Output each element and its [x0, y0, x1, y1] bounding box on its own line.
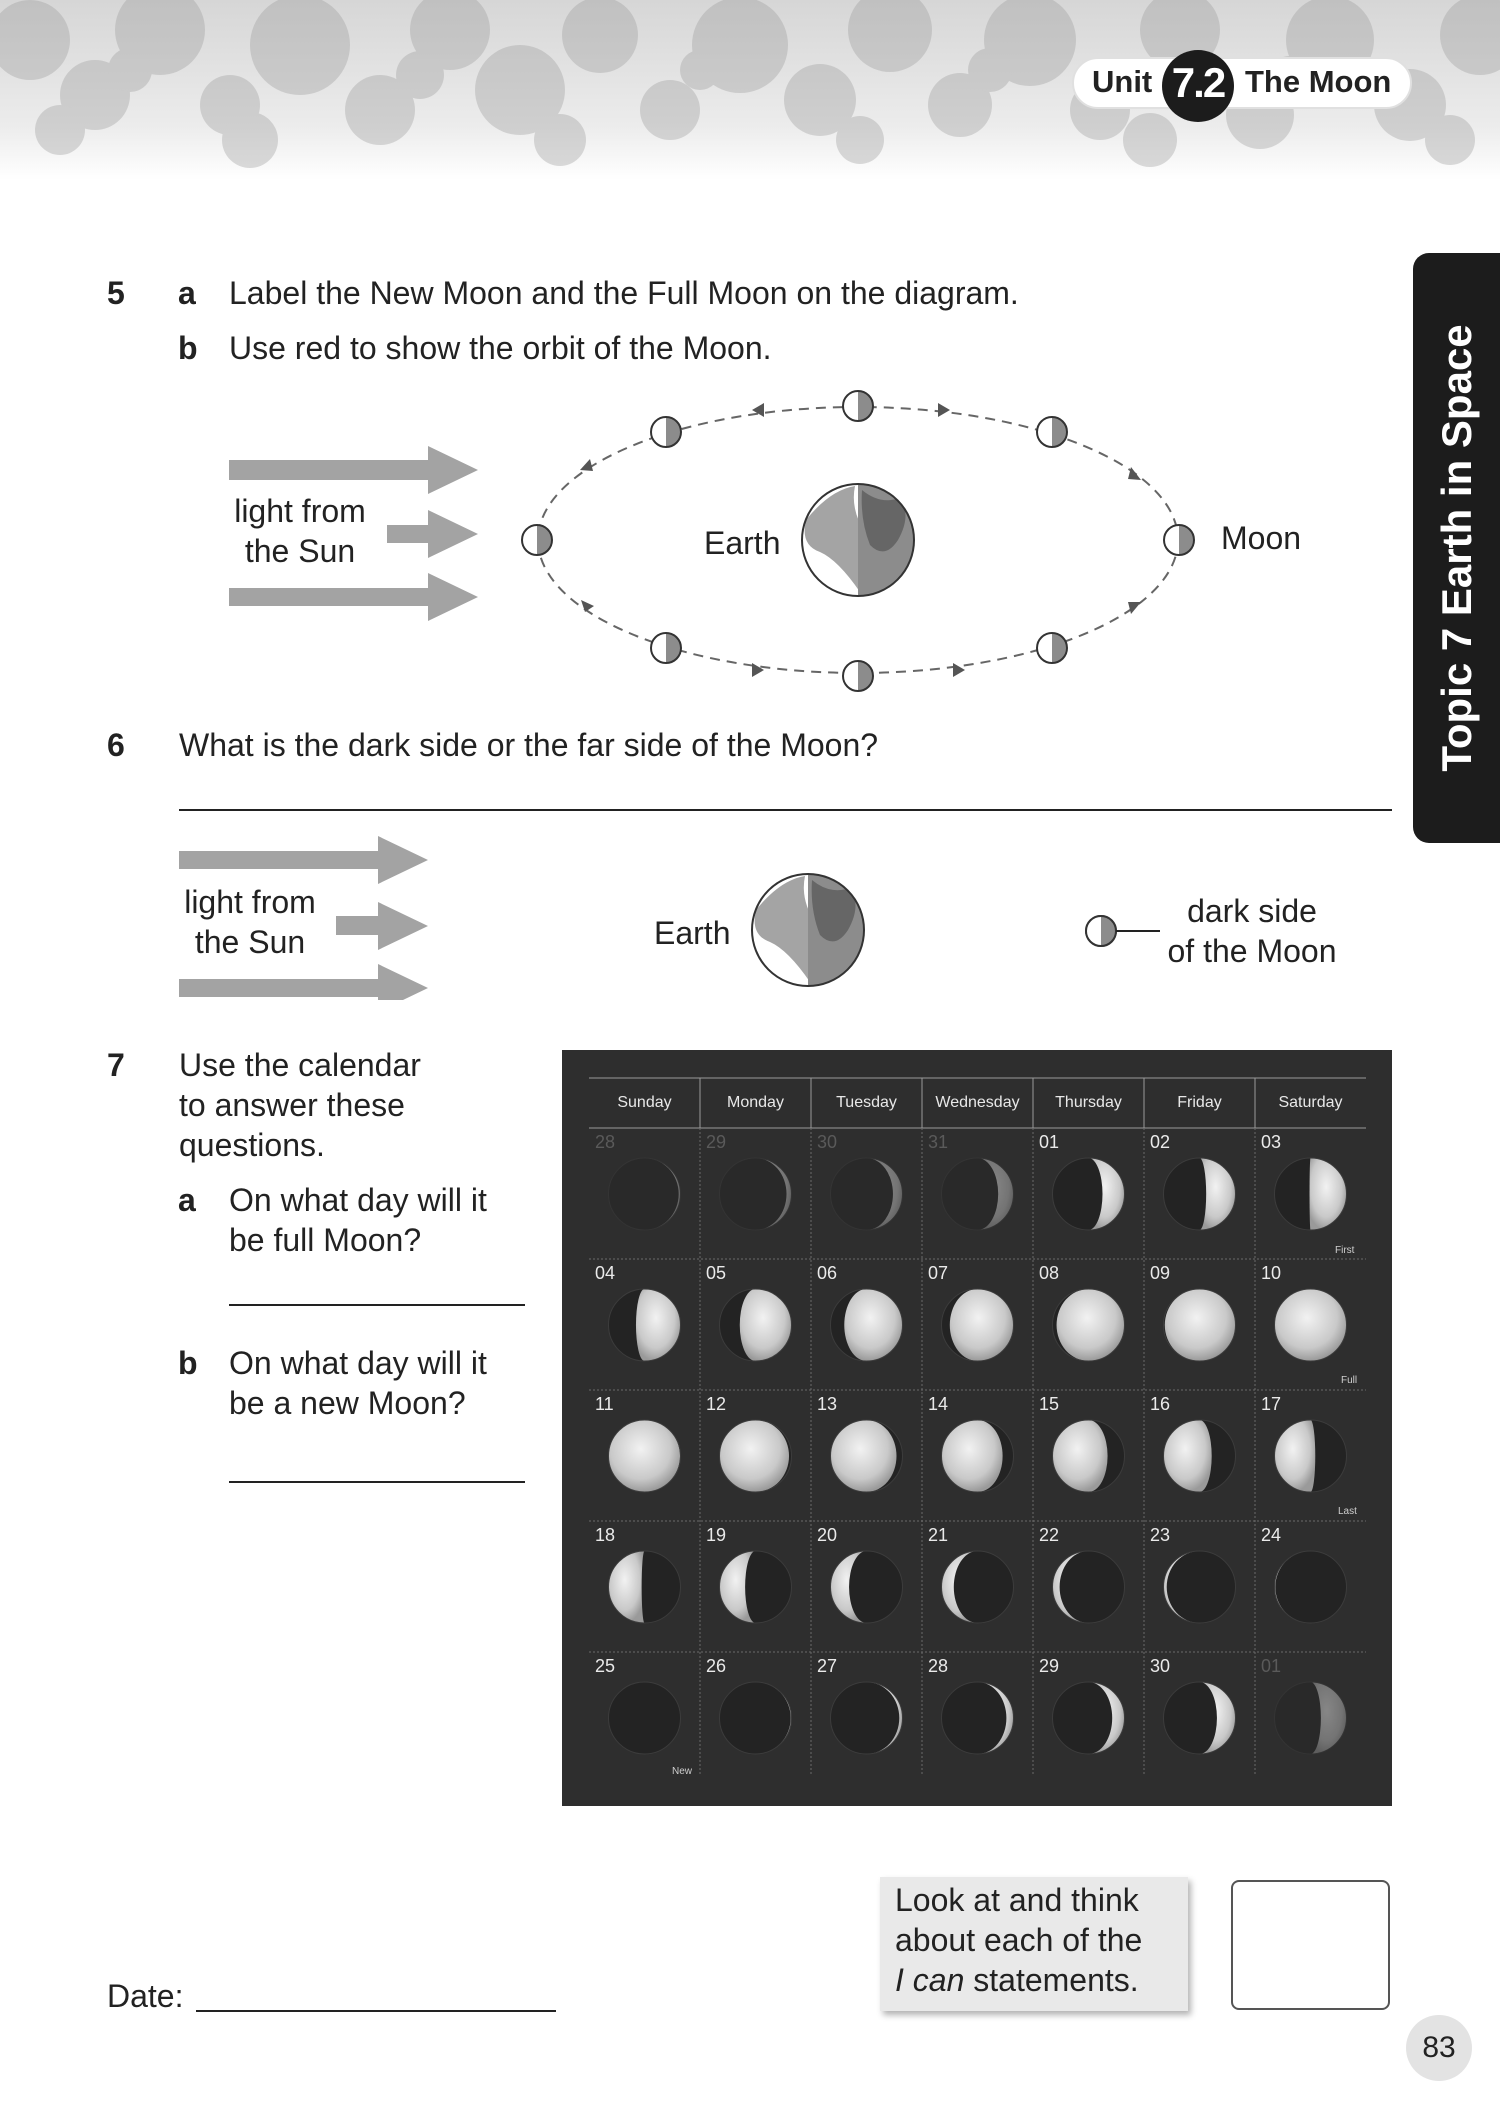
dark-side-label-line2: of the Moon	[1167, 933, 1337, 969]
calendar-day-number: 07	[928, 1263, 949, 1283]
phase-label-last: Last	[1338, 1506, 1357, 1517]
calendar-moon-phase	[609, 1682, 681, 1754]
moon-label: Moon	[1221, 520, 1302, 556]
orbit-moon	[651, 633, 681, 663]
calendar-day-number: 22	[1039, 1525, 1060, 1545]
calendar-header-thursday: Thursday	[1055, 1094, 1122, 1111]
calendar-day-number: 01	[1039, 1132, 1060, 1152]
calendar-moon-phase	[1164, 1551, 1236, 1623]
calendar-moon-phase	[942, 1420, 1014, 1492]
calendar-day-number: 03	[1261, 1132, 1282, 1152]
note-rest: statements.	[964, 1962, 1139, 1998]
calendar-moon-phase	[1164, 1420, 1236, 1492]
calendar-day-number: 27	[817, 1656, 838, 1676]
self-assessment-box[interactable]	[1231, 1880, 1390, 2010]
calendar-day-number: 18	[595, 1525, 616, 1545]
orbit-moon	[651, 417, 681, 447]
calendar-day-number: 23	[1150, 1525, 1171, 1545]
topic-side-tab-label: Topic 7 Earth in Space	[1432, 324, 1480, 772]
earth-globe-q6	[752, 870, 868, 990]
calendar-moon-phase	[942, 1551, 1014, 1623]
phase-label-new: New	[672, 1766, 693, 1777]
question-7b-line2: be a new Moon?	[229, 1385, 466, 1421]
calendar-day-number: 01	[1261, 1656, 1282, 1676]
calendar-header-friday: Friday	[1177, 1094, 1222, 1111]
calendar-header-monday: Monday	[727, 1094, 784, 1111]
moon-phase-calendar	[562, 1050, 1392, 1806]
note-italic: I can	[895, 1962, 965, 1998]
orbit-moon	[843, 391, 873, 421]
calendar-moon-phase	[609, 1289, 681, 1361]
calendar-moon-phase	[1164, 1682, 1236, 1754]
calendar-day-number: 28	[928, 1656, 949, 1676]
date-input-line[interactable]	[196, 2010, 556, 2012]
question-5b-letter: b	[178, 330, 198, 366]
calendar-moon-phase	[1053, 1551, 1125, 1623]
calendar-moon-phase	[1164, 1289, 1236, 1361]
calendar-day-number: 04	[595, 1263, 616, 1283]
calendar-moon-phase	[831, 1420, 903, 1492]
calendar-moon-phase	[1164, 1158, 1236, 1230]
calendar-header-tuesday: Tuesday	[836, 1094, 897, 1111]
answer-line-q7b[interactable]	[229, 1481, 525, 1483]
question-7b-line1: On what day will it	[229, 1345, 487, 1381]
calendar-moon-phase	[1053, 1289, 1125, 1361]
calendar-day-number: 08	[1039, 1263, 1060, 1283]
question-5b-text: Use red to show the orbit of the Moon.	[229, 330, 772, 366]
question-5a-text: Label the New Moon and the Full Moon on the diagram.	[229, 275, 1019, 311]
calendar-grid	[562, 1050, 1392, 1806]
calendar-moon-phase	[1275, 1420, 1347, 1492]
orbit-diagram	[0, 0, 1500, 1000]
calendar-header-wednesday: Wednesday	[935, 1094, 1020, 1111]
calendar-moon-phase	[942, 1158, 1014, 1230]
orbit-moon	[843, 661, 873, 691]
earth-label-q6: Earth	[654, 915, 731, 951]
calendar-header-saturday: Saturday	[1278, 1094, 1343, 1111]
unit-word: Unit	[1092, 64, 1153, 99]
calendar-moon-phase	[1275, 1682, 1347, 1754]
calendar-moon-phase	[609, 1551, 681, 1623]
calendar-moon-phase	[1275, 1551, 1347, 1623]
calendar-moon-phase	[1053, 1682, 1125, 1754]
page-number: 83	[1422, 2031, 1456, 2064]
calendar-day-number: 11	[595, 1394, 614, 1414]
calendar-moon-phase	[1275, 1289, 1347, 1361]
calendar-moon-phase	[609, 1158, 681, 1230]
phase-label-first: First	[1335, 1245, 1355, 1256]
question-7-number: 7	[107, 1047, 125, 1083]
unit-title: The Moon	[1245, 64, 1392, 99]
answer-line-q6[interactable]	[179, 809, 1392, 811]
calendar-day-number: 15	[1039, 1394, 1060, 1414]
calendar-moon-phase	[942, 1289, 1014, 1361]
calendar-moon-phase	[942, 1682, 1014, 1754]
calendar-moon-phase	[720, 1551, 792, 1623]
dark-side-moon	[1086, 916, 1160, 946]
calendar-moon-phase	[720, 1289, 792, 1361]
calendar-day-number: 28	[595, 1132, 616, 1152]
calendar-moon-phase	[1053, 1420, 1125, 1492]
calendar-moon-phase	[720, 1420, 792, 1492]
sunlight-label-q6-line1: light from	[184, 884, 316, 920]
orbit-moon	[1164, 525, 1194, 555]
calendar-day-number: 24	[1261, 1525, 1282, 1545]
earth-globe	[802, 480, 918, 600]
calendar-day-number: 05	[706, 1263, 727, 1283]
phase-label-full: Full	[1341, 1375, 1358, 1386]
calendar-day-number: 20	[817, 1525, 838, 1545]
calendar-moon-phase	[831, 1158, 903, 1230]
unit-number: 7.2	[1171, 59, 1225, 106]
calendar-day-number: 26	[706, 1656, 727, 1676]
orbit-moon	[522, 525, 552, 555]
note-line-2: about each of the	[895, 1922, 1143, 1958]
calendar-day-number: 06	[817, 1263, 838, 1283]
question-6-number: 6	[107, 727, 125, 763]
calendar-moon-phase	[609, 1420, 681, 1492]
orbit-moon	[1037, 633, 1067, 663]
sunlight-label-q6-line2: the Sun	[194, 924, 306, 960]
calendar-day-number: 19	[706, 1525, 727, 1545]
calendar-day-number: 29	[1039, 1656, 1060, 1676]
calendar-day-number: 29	[706, 1132, 727, 1152]
calendar-day-number: 10	[1261, 1263, 1282, 1283]
calendar-day-number: 14	[928, 1394, 949, 1414]
calendar-moon-phase	[831, 1289, 903, 1361]
date-label: Date:	[107, 1978, 184, 2014]
calendar-moon-phase	[831, 1682, 903, 1754]
sunlight-label-line1: light from	[234, 493, 366, 529]
earth-label: Earth	[704, 525, 781, 561]
calendar-moon-phase	[1053, 1158, 1125, 1230]
answer-line-q7a[interactable]	[229, 1304, 525, 1306]
dark-side-label-line1: dark side	[1187, 893, 1317, 929]
calendar-day-number: 13	[817, 1394, 838, 1414]
calendar-day-number: 30	[1150, 1656, 1171, 1676]
question-5a-letter: a	[178, 275, 196, 311]
question-5-number: 5	[107, 275, 125, 311]
calendar-day-number: 30	[817, 1132, 838, 1152]
calendar-moon-phase	[720, 1158, 792, 1230]
question-7-intro-line2: to answer these	[179, 1087, 405, 1123]
orbit-moon	[1037, 417, 1067, 447]
question-7a-line1: On what day will it	[229, 1182, 487, 1218]
question-7-intro-line3: questions.	[179, 1127, 325, 1163]
question-7a-letter: a	[178, 1182, 196, 1218]
calendar-day-number: 31	[928, 1132, 949, 1152]
question-7a-line2: be full Moon?	[229, 1222, 422, 1258]
calendar-day-number: 17	[1261, 1394, 1282, 1414]
calendar-day-number: 25	[595, 1656, 616, 1676]
i-can-note-text	[895, 1880, 1195, 2000]
calendar-day-number: 02	[1150, 1132, 1171, 1152]
calendar-day-number: 16	[1150, 1394, 1171, 1414]
question-7-intro-line1: Use the calendar	[179, 1047, 421, 1083]
calendar-header-sunday: Sunday	[617, 1094, 672, 1111]
question-7b-letter: b	[178, 1345, 198, 1381]
calendar-moon-phase	[720, 1682, 792, 1754]
calendar-day-number: 09	[1150, 1263, 1171, 1283]
calendar-day-number: 12	[706, 1394, 727, 1414]
calendar-moon-phase	[1275, 1158, 1347, 1230]
calendar-moon-phase	[831, 1551, 903, 1623]
note-line-1: Look at and think	[895, 1882, 1139, 1918]
question-6-text: What is the dark side or the far side of the Moon?	[179, 727, 879, 763]
calendar-day-number: 21	[928, 1525, 949, 1545]
sunlight-label-line2: the Sun	[244, 533, 356, 569]
